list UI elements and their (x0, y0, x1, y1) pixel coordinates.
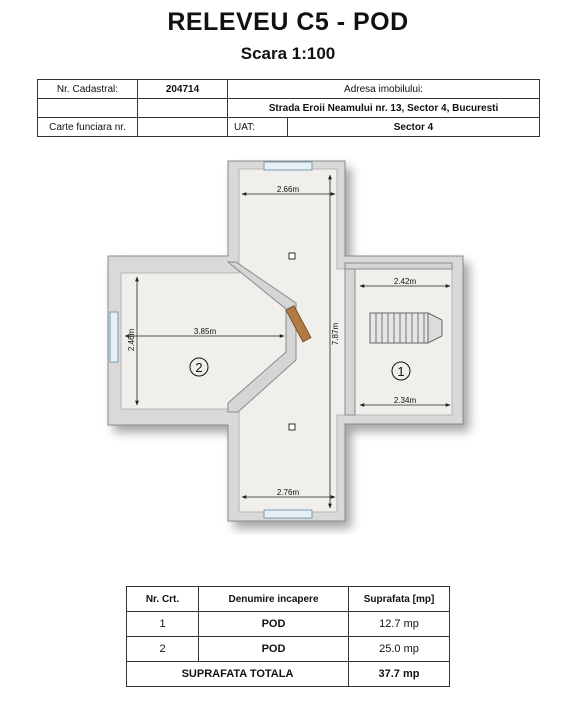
total-value: 37.7 mp (349, 662, 450, 687)
dimension-room2-height-text: 2.46m (127, 328, 136, 352)
carte-funciara-value (138, 118, 228, 137)
page-title: RELEVEU C5 - POD (167, 8, 409, 36)
dimension-room2-width-text: 3.85m (193, 327, 217, 336)
row-area: 12.7 mp (349, 612, 450, 637)
row-name: POD (199, 612, 349, 637)
rooms-table (126, 586, 450, 687)
row-name: POD (199, 637, 349, 662)
empty-cell (38, 99, 138, 118)
row-nr: 2 (127, 637, 199, 662)
total-row (127, 662, 450, 687)
total-label: SUPRAFATA TOTALA (127, 662, 349, 687)
property-info-table (37, 79, 540, 137)
address-label: Adresa imobilului: (228, 80, 540, 99)
dimension-room1-top-text: 2.42m (393, 277, 417, 286)
cadastral-label: Nr. Cadastral: (38, 80, 138, 99)
dimension-vertical-text: 7.87m (331, 322, 340, 346)
column-marker (289, 424, 295, 430)
empty-cell (138, 99, 228, 118)
cadastral-value: 204714 (138, 80, 228, 99)
stairs (370, 313, 442, 343)
table-row (127, 637, 450, 662)
window-left (110, 312, 118, 362)
scale-label: Scara 1:100 (240, 44, 336, 63)
dimension-room1-bottom-text: 2.34m (393, 396, 417, 405)
column-marker (289, 253, 295, 259)
window-top (264, 162, 312, 170)
address-value: Strada Eroii Neamului nr. 13, Sector 4, Bucuresti (228, 99, 540, 118)
row-area: 25.0 mp (349, 637, 450, 662)
dimension-top-text: 2.66m (276, 185, 300, 194)
room-1-number: 1 (397, 364, 405, 379)
uat-label: UAT: (228, 118, 288, 137)
room-2-number: 2 (195, 360, 203, 375)
window-bottom (264, 510, 312, 518)
room-1-wall (345, 263, 355, 415)
uat-value: Sector 4 (288, 118, 540, 137)
floor-plan (0, 150, 576, 535)
room-1-wall-top (345, 263, 452, 269)
header-area: Suprafata [mp] (349, 587, 450, 612)
header-name: Denumire incapere (199, 587, 349, 612)
table-row (127, 612, 450, 637)
header-nr: Nr. Crt. (127, 587, 199, 612)
dimension-bottom-text: 2.76m (276, 488, 300, 497)
carte-funciara-label: Carte funciara nr. (38, 118, 138, 137)
row-nr: 1 (127, 612, 199, 637)
